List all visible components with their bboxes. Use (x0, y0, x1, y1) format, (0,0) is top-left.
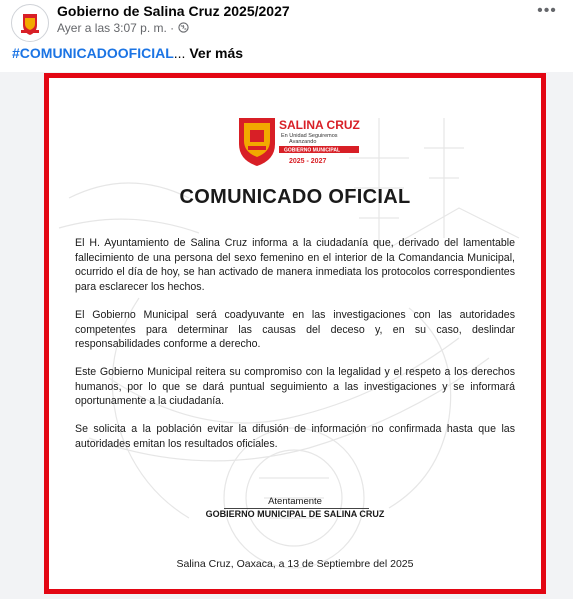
post-timestamp[interactable]: Ayer a las 3:07 p. m. (57, 21, 167, 35)
notice-title: COMUNICADO OFICIAL (179, 186, 411, 208)
place-date: Salina Cruz, Oaxaca, a 13 de Septiembre del 2025 (176, 558, 414, 570)
hashtag-link[interactable]: #COMUNICADOOFICIAL (12, 45, 174, 61)
post-image-notice[interactable] (44, 73, 546, 594)
post-header (0, 0, 573, 40)
logo-label: GOBIERNO MUNICIPAL (284, 147, 341, 154)
closing-text: Atentamente (268, 496, 322, 507)
page-name-link[interactable]: Gobierno de Salina Cruz 2025/2027 (57, 3, 290, 19)
see-more-link[interactable]: Ver más (185, 45, 244, 61)
notice-paragraph: Este Gobierno Municipal reitera su compromiso con la legalidad y el respeto a los derechos humanos, por lo que se dará puntual seguimiento a las investigaciones y se informará oportunamente a la ciudadanía. (75, 366, 515, 407)
salina-cruz-logo (237, 116, 367, 168)
caption-ellipsis: ... (173, 45, 186, 61)
logo-period: 2025 - 2027 (289, 158, 327, 165)
post-caption (12, 45, 243, 61)
signature-line (224, 508, 369, 509)
notice-paragraph: El Gobierno Municipal será coadyuvante en las investigaciones con las autoridades competentes para determinar las causas del deceso y, en su caso, deslindar responsabilidades conforme a derecho. (75, 309, 515, 350)
signature-text: GOBIERNO MUNICIPAL DE SALINA CRUZ (205, 509, 385, 519)
globe-icon (178, 21, 189, 35)
logo-tagline: En Unidad Seguiremos (281, 133, 338, 139)
page-avatar[interactable] (11, 4, 49, 42)
notice-paragraph: Se solicita a la población evitar la difusión de información no confirmada hasta que las autoridades emitan los resultados oficiales. (75, 423, 515, 450)
post-meta (57, 21, 189, 35)
logo-tagline2: Avanzando (289, 139, 317, 145)
logo-title: SALINA CRUZ (279, 118, 360, 132)
more-options-icon[interactable]: ••• (537, 2, 557, 19)
notice-paragraph: El H. Ayuntamiento de Salina Cruz informa a la ciudadanía que, derivado del lamentable fallecimiento de una persona del sexo femenino en el interior de la Comandancia Municipal, ocurrido el día de hoy, se han activado de manera inmediata los protocolos correspondientes para esclarecer los hechos. (75, 237, 515, 293)
meta-separator: · (166, 21, 178, 35)
